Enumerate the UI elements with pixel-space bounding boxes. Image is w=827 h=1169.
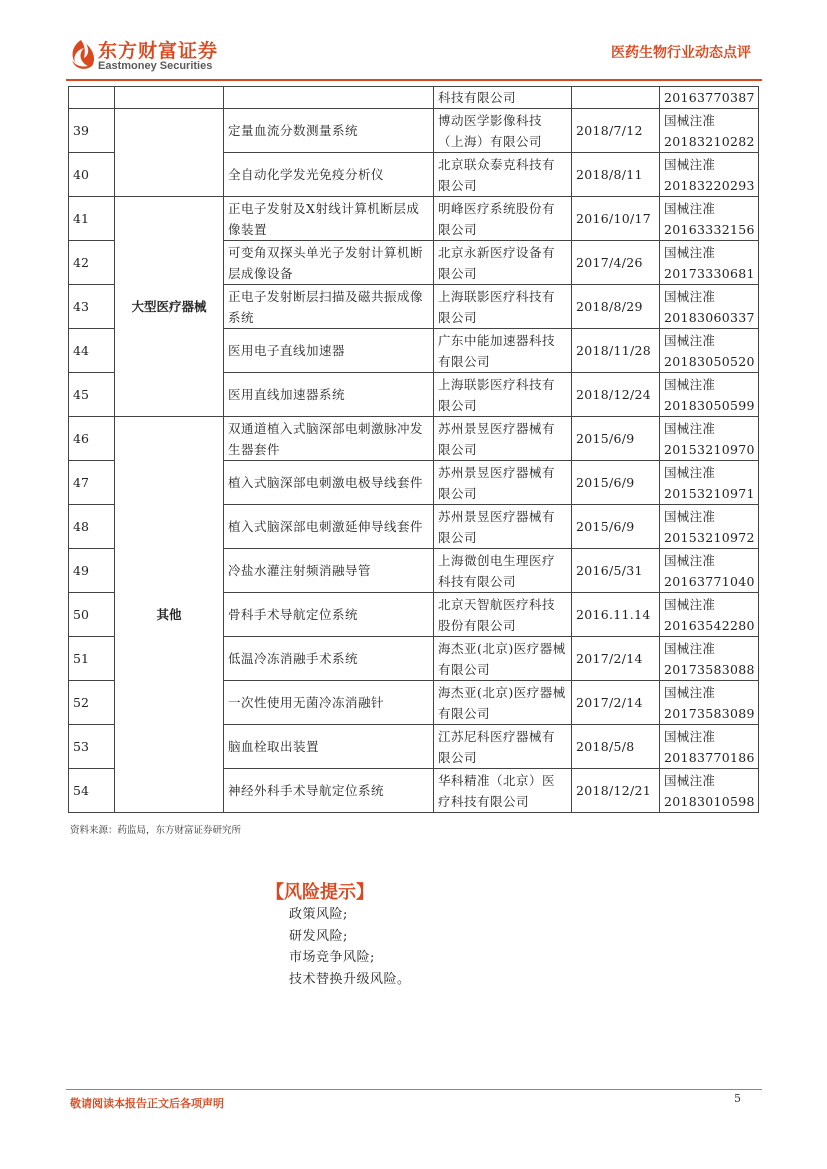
company-name: 海杰亚(北京)医疗器械有限公司 <box>434 637 572 681</box>
company-name: 苏州景昱医疗器械有限公司 <box>434 417 572 461</box>
table-source-note: 资料来源：药监局，东方财富证券研究所 <box>70 825 242 836</box>
registration-number: 国械注准20183050520 <box>660 329 759 373</box>
approval-date: 2016/5/31 <box>572 549 660 593</box>
header-divider <box>66 79 762 81</box>
company-name: 北京永新医疗设备有限公司 <box>434 241 572 285</box>
row-number: 51 <box>69 637 115 681</box>
risk-item-policy: 政策风险; <box>289 907 348 922</box>
company-name: 明峰医疗系统股份有限公司 <box>434 197 572 241</box>
row-number: 42 <box>69 241 115 285</box>
company-name: 上海联影医疗科技有限公司 <box>434 285 572 329</box>
product-name: 正电子发射及X射线计算机断层成像装置 <box>224 197 434 241</box>
row-number: 39 <box>69 109 115 153</box>
device-approval-table <box>68 86 759 813</box>
row-number: 40 <box>69 153 115 197</box>
product-name: 正电子发射断层扫描及磁共振成像系统 <box>224 285 434 329</box>
table-row <box>69 87 759 109</box>
row-number: 49 <box>69 549 115 593</box>
registration-number: 国械注准20183210282 <box>660 109 759 153</box>
category-other: 其他 <box>115 417 224 813</box>
product-name: 冷盐水灌注射频消融导管 <box>224 549 434 593</box>
row-number: 44 <box>69 329 115 373</box>
company-name: 广东中能加速器科技有限公司 <box>434 329 572 373</box>
product-name <box>224 87 434 109</box>
product-name: 骨科手术导航定位系统 <box>224 593 434 637</box>
approval-date <box>572 87 660 109</box>
footer-divider <box>66 1089 762 1090</box>
page-number: 5 <box>734 1092 741 1105</box>
approval-date: 2018/12/21 <box>572 769 660 813</box>
approval-date: 2018/12/24 <box>572 373 660 417</box>
company-name: 上海联影医疗科技有限公司 <box>434 373 572 417</box>
company-name: 北京联众泰克科技有限公司 <box>434 153 572 197</box>
product-name: 定量血流分数测量系统 <box>224 109 434 153</box>
approval-date: 2018/5/8 <box>572 725 660 769</box>
risk-item-rnd: 研发风险; <box>289 928 348 944</box>
category-large-equipment: 大型医疗器械 <box>115 197 224 417</box>
risk-list <box>289 904 411 990</box>
approval-date: 2016/10/17 <box>572 197 660 241</box>
product-name: 植入式脑深部电刺激延伸导线套件 <box>224 505 434 549</box>
row-number: 47 <box>69 461 115 505</box>
registration-number: 国械注准20173330681 <box>660 241 759 285</box>
risk-warning-title: 【风险提示】 <box>266 882 374 903</box>
footer-disclaimer: 敬请阅读本报告正文后各项声明 <box>70 1097 224 1110</box>
registration-number: 国械注准20153210970 <box>660 417 759 461</box>
approval-date: 2018/7/12 <box>572 109 660 153</box>
approval-date: 2018/8/11 <box>572 153 660 197</box>
product-name: 医用直线加速器系统 <box>224 373 434 417</box>
registration-number: 国械注准20183050599 <box>660 373 759 417</box>
row-number: 50 <box>69 593 115 637</box>
company-name: 北京天智航医疗科技股份有限公司 <box>434 593 572 637</box>
eastmoney-logo-icon <box>66 38 96 72</box>
registration-number: 国械注准20183060337 <box>660 285 759 329</box>
approval-date: 2018/11/28 <box>572 329 660 373</box>
registration-number: 国械注准20163542280 <box>660 593 759 637</box>
company-logo <box>66 36 246 80</box>
registration-number: 国械注准20163332156 <box>660 197 759 241</box>
company-name: 海杰亚(北京)医疗器械有限公司 <box>434 681 572 725</box>
company-name: 博动医学影像科技（上海）有限公司 <box>434 109 572 153</box>
risk-item-technology: 技术替换升级风险。 <box>289 971 411 987</box>
approval-date: 2015/6/9 <box>572 505 660 549</box>
approval-date: 2018/8/29 <box>572 285 660 329</box>
approval-date: 2017/4/26 <box>572 241 660 285</box>
row-number: 48 <box>69 505 115 549</box>
row-number: 53 <box>69 725 115 769</box>
row-number: 52 <box>69 681 115 725</box>
row-number: 41 <box>69 197 115 241</box>
page-header <box>0 0 827 90</box>
registration-number: 国械注准20183220293 <box>660 153 759 197</box>
registration-number: 20163770387 <box>660 87 759 109</box>
company-name: 上海微创电生理医疗科技有限公司 <box>434 549 572 593</box>
registration-number: 国械注准20163771040 <box>660 549 759 593</box>
risk-item-competition: 市场竞争风险; <box>289 950 375 965</box>
company-name: 江苏尼科医疗器械有限公司 <box>434 725 572 769</box>
category-cell <box>115 109 224 197</box>
row-number <box>69 87 115 109</box>
category-cell <box>115 87 224 109</box>
logo-english-name: Eastmoney Securities <box>98 60 213 72</box>
table-row <box>69 109 759 153</box>
table-row <box>69 197 759 241</box>
registration-number: 国械注准20173583088 <box>660 637 759 681</box>
product-name: 一次性使用无菌冷冻消融针 <box>224 681 434 725</box>
product-name: 可变角双探头单光子发射计算机断层成像设备 <box>224 241 434 285</box>
registration-number: 国械注准20173583089 <box>660 681 759 725</box>
approval-date: 2016.11.14 <box>572 593 660 637</box>
registration-number: 国械注准20153210971 <box>660 461 759 505</box>
registration-number: 国械注准20183010598 <box>660 769 759 813</box>
row-number: 43 <box>69 285 115 329</box>
registration-number: 国械注准20183770186 <box>660 725 759 769</box>
logo-chinese-name: 东方财富证券 <box>98 40 219 62</box>
product-name: 脑血栓取出装置 <box>224 725 434 769</box>
table-row <box>69 417 759 461</box>
company-name: 苏州景昱医疗器械有限公司 <box>434 461 572 505</box>
product-name: 全自动化学发光免疫分析仪 <box>224 153 434 197</box>
row-number: 45 <box>69 373 115 417</box>
report-type-title: 医药生物行业动态点评 <box>611 45 751 61</box>
company-name: 科技有限公司 <box>434 87 572 109</box>
registration-number: 国械注准20153210972 <box>660 505 759 549</box>
product-name: 低温冷冻消融手术系统 <box>224 637 434 681</box>
approval-date: 2015/6/9 <box>572 417 660 461</box>
product-name: 医用电子直线加速器 <box>224 329 434 373</box>
row-number: 46 <box>69 417 115 461</box>
approval-date: 2015/6/9 <box>572 461 660 505</box>
product-name: 植入式脑深部电刺激电极导线套件 <box>224 461 434 505</box>
approval-date: 2017/2/14 <box>572 681 660 725</box>
product-name: 神经外科手术导航定位系统 <box>224 769 434 813</box>
approval-date: 2017/2/14 <box>572 637 660 681</box>
company-name: 华科精准（北京）医疗科技有限公司 <box>434 769 572 813</box>
row-number: 54 <box>69 769 115 813</box>
product-name: 双通道植入式脑深部电刺激脉冲发生器套件 <box>224 417 434 461</box>
company-name: 苏州景昱医疗器械有限公司 <box>434 505 572 549</box>
